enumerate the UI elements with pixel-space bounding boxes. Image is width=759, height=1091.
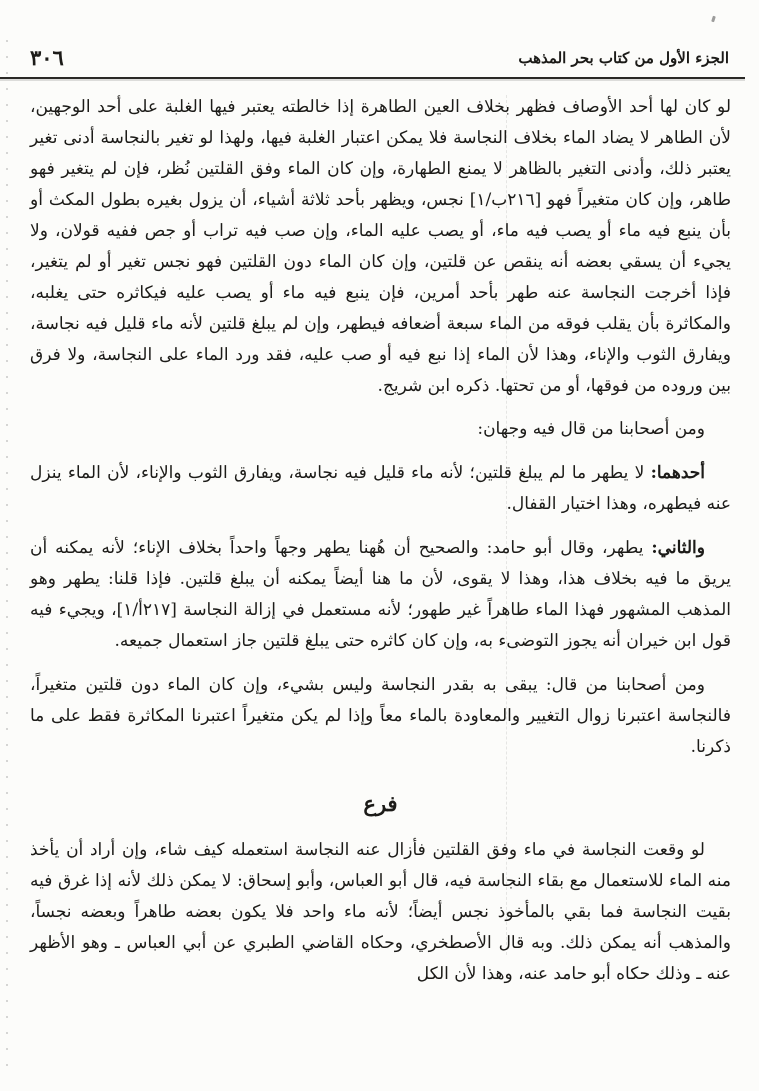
paragraph-two-views-intro	[30, 414, 731, 445]
paragraph-text: لا يطهر ما لم يبلغ قلتين؛ لأنه ماء قليل فيه نجاسة، ويفارق الثوب والإناء، لأن الماء ينزل عنه فيطهره، وهذا اختيار القفال.	[30, 463, 731, 515]
paragraph-text: ومن أصحابنا من قال: يبقى به بقدر النجاسة وليس بشيء، وإن كان الماء دون قلتين متغيراً، فالنجاسة اعتبرنا زوال التغيير والمعاودة بالماء معاً وإذا لم يكن متغيراً اعتبرنا المكاثرة فقط على ما ذكرنا.	[30, 675, 731, 757]
paragraph-text: لو كان لها أحد الأوصاف فظهر بخلاف العين الطاهرة إذا خالطته يعتبر فيها الغلبة على أحد الوجهين، لأن الطاهر لا يضاد الماء بخلاف النجاسة فلا يمكن اعتبار الغلبة فيها، ولهذا لو تغير بالنجاسة أدنى تغير يعتبر ذلك، وأدنى التغير بالظاهر لا يمنع الطهارة، وإن كان الماء وفق القلتين نُظر، فإن لم يتغير فهو طاهر، وإن كان متغيراً فهو [٢١٦ب/١] نجس، ويظهر بأحد ثلاثة أشياء، أن يزول بغيره بطول المكث أو بأن ينبع فيه ماء أو يصب فيه ماء، أو يصب عليه الماء، وإن صب فيه تراب أو جص ففيه قولان، ولا يجيء أن يسقي بعضه أنه ينقص عن قلتين، وإن كان الماء دون القلتين فهو نجس تغير أو لم يتغير، فإذا أخرجت النجاسة عنه طهر بأحد أمرين، فإن ينبع فيه ماء أو يصب عليه فيكاثره حتى يغلبه، والمكاثرة بأن يقلب فوقه من الماء سبعة أضعافه فيطهر، وإن لم يبلغ قلتين لأنه ماء قليل فيه نجاسة، ويفارق الثوب والإناء، وهذا لأن الماء إذا نبع فيه أو صب عليه، فقد ورد الماء على النجاسة، ولا فرق بين وروده من فوقها، أو من تحتها. ذكره ابن شريج.	[30, 97, 731, 396]
page-header	[0, 0, 759, 69]
paragraph-first-view	[30, 458, 731, 520]
paragraph-third-opinion	[30, 670, 731, 763]
paragraph-continuation	[30, 92, 731, 401]
paragraph-text: لو وقعت النجاسة في ماء وفق القلتين فأزال عنه النجاسة استعمله كيف شاء، وإن أراد أن يأخذ منه الماء للاستعمال مع بقاء النجاسة فيه، قال أبو العباس، وأبو إسحاق: لا يمكن ذلك لأنه إذا غرق فيه بقيت النجاسة فما بقي بالمأخوذ نجس أيضاً؛ لأنه ماء واحد فلا يكون بعضه طاهراً وبعضه نجساً، والمذهب أنه يمكن ذلك. وبه قال الأصطخري، وحكاه القاضي الطبري عن أبي العباس ـ وهو الأظهر عنه ـ وذلك حكاه أبو حامد عنه، وهذا لأن الكل	[30, 840, 731, 984]
paragraph-text: ومن أصحابنا من قال فيه وجهان:	[477, 419, 705, 440]
paragraph-text: يطهر، وقال أبو حامد: والصحيح أن هُهنا يطهر وجهاً واحداً بخلاف الإناء؛ لأنه يمكنه أن يريق ما فيه بخلاف هذا، وهذا لا يقوى، لأن ما هنا أيضاً يمكنه أن يبلغ قلتين. فإذا قلنا: يطهر وهو المذهب المشهور فهذا الماء طاهراً غير طهور؛ لأنه مستعمل في إزالة النجاسة [٢١٧أ/١]، ويجيء فيه قول ابن خيران أنه يجوز التوضىء به، وإن كان كاثره حتى يبلغ قلتين جاز استعمال جميعه.	[30, 538, 731, 652]
running-head-title: الجزء الأول من كتاب بحر المذهب	[518, 49, 729, 68]
paragraph-closing	[30, 835, 731, 990]
paragraph-second-view	[30, 533, 731, 657]
section-heading-far: فرع	[363, 790, 398, 816]
page-number: ٣٠٦	[30, 45, 64, 70]
paragraph-lead: أحدهما:	[650, 463, 705, 484]
paragraph-lead: والثاني:	[651, 538, 705, 559]
page-body	[0, 79, 759, 990]
